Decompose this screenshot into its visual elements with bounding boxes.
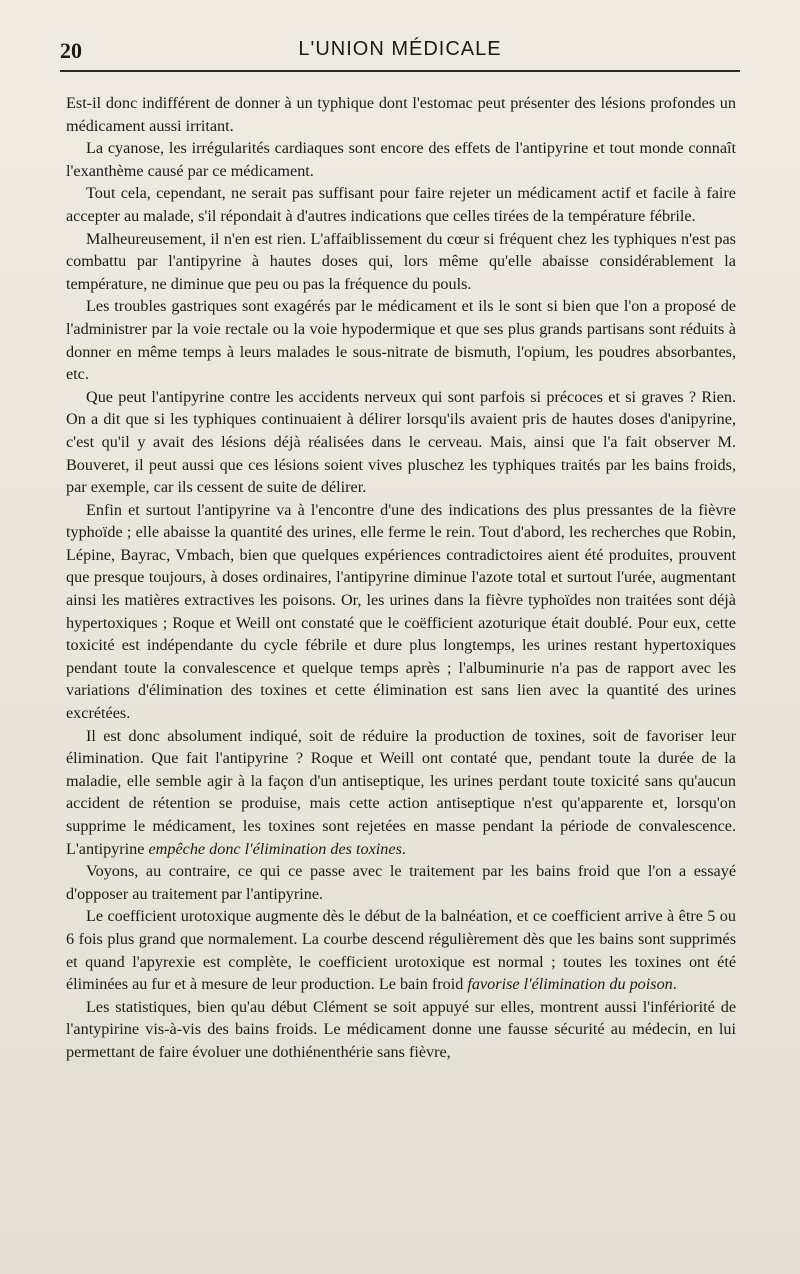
paragraph: Que peut l'antipyrine contre les accidents nerveux qui sont parfois si précoces et si graves ? Rien. On a dit que si les typhiques continuaient à délirer lorsqu'ils avaient pris de hautes doses d'anipyrine, c'est qu'il y avait des lésions déjà réalisées dans le cerveau. Mais, ainsi que l'a fait observer M. Bouveret, il peut aussi que ces lésions soient vives pluschez les typhiques traités par les bains froids, par exemple, car ils cessent de suite de délirer.	[66, 387, 736, 497]
body-text	[66, 92, 736, 1064]
paragraph: Enfin et surtout l'antipyrine va à l'encontre d'une des indications des plus pressantes de la fièvre typhoïde ; elle abaisse la quantité des urines, elle ferme le rein. Tout d'abord, les recherches que Robin, Lépine, Bayrac, Vmbach, bien que quelques expériences contradictoires aient été produites, prouvent que presque toujours, à doses ordinaires, l'antipyrine diminue l'azote total et surtout l'urée, augmentant ainsi les matières extractives les poisons. Or, les urines dans la fièvre typhoïdes non traitées sont déjà hypertoxiques ; Roque et Weill ont constaté que le coëfficient azoturique était doublé. Pour eux, cette toxicité est indépendante du cycle fébrile et dure plus longtemps, les urines restant hypertoxiques pendant toute la convalescence et quelque temps après ; l'albuminurie n'a pas de rapport avec les variations d'élimination des toxines et cette élimination est sans lien avec la quantité des urines excrétées.	[66, 500, 736, 723]
page-header	[60, 36, 740, 68]
emphasis-text: favorise l'élimination du poison	[467, 975, 673, 994]
paragraph: Est-il donc indifférent de donner à un typhique dont l'estomac peut présenter des lésions profondes un médicament aussi irritant.	[66, 94, 736, 135]
emphasis-text: empêche donc l'élimination des toxines	[148, 839, 402, 858]
paragraph: Malheureusement, il n'en est rien. L'affaiblissement du cœur si fréquent chez les typhiques n'est pas combattu par l'antipyrine à hautes doses qui, lors même qu'elle abaisse considérablement la température, ne diminue que peu ou pas la fréquence du pouls.	[66, 229, 736, 293]
paragraph: Il est donc absolument indiqué, soit de réduire la production de toxines, soit de favoriser leur élimination. Que fait l'antipyrine ? Roque et Weill ont contaté que, pendant toute la durée de la maladie, elle semble agir à la façon d'un antiseptique, les urines perdant toute toxicité sans qu'aucun accident de rétention se produise, mais cette action antiseptique n'est qu'apparente et, lorsqu'on supprime le médicament, les toxines sont rejetées en masse pendant la période de convalescence. L'antipyrine empêche donc l'élimination des toxines.	[66, 726, 736, 858]
paragraph: Les troubles gastriques sont exagérés par le médicament et ils le sont si bien que l'on a proposé de l'administrer par la voie rectale ou la voie hypodermique et que ses plus grands partisans sont réduits à donner en même temps à leurs malades le sous-nitrate de bismuth, l'opium, les poudres absorbantes, etc.	[66, 297, 736, 384]
paragraph: La cyanose, les irrégularités cardiaques sont encore des effets de l'antipyrine et tout monde connaît l'exanthème causé par ce médicament.	[66, 139, 736, 180]
paragraph: Les statistiques, bien qu'au début Clément se soit appuyé sur elles, montrent aussi l'infériorité de l'antypirine vis-à-vis des bains froids. Le médicament donne une fausse sécurité au médecin, en lui permettant de faire évoluer une dothiénenthérie sans fièvre,	[66, 997, 736, 1061]
paragraph: Tout cela, cependant, ne serait pas suffisant pour faire rejeter un médicament actif et facile à faire accepter au malade, s'il répondait à d'autres indications que celles tirées de la température fébrile.	[66, 184, 736, 225]
header-rule	[60, 70, 740, 72]
paragraph: Le coefficient urotoxique augmente dès le début de la balnéation, et ce coefficient arrive à être 5 ou 6 fois plus grand que normalement. La courbe descend régulièrement dès que les bains sont supprimés et quand l'apyrexie est complète, le coefficient urotoxique est normal ; toutes les toxines ont été éliminées au fur et à mesure de leur production. Le bain froid favorise l'élimination du poison.	[66, 907, 736, 994]
page-number: 20	[60, 38, 82, 63]
paragraph: Voyons, au contraire, ce qui ce passe avec le traitement par les bains froid que l'on a essayé d'opposer au traitement par l'antipyrine.	[66, 862, 736, 903]
running-title: L'UNION MÉDICALE	[298, 38, 502, 60]
